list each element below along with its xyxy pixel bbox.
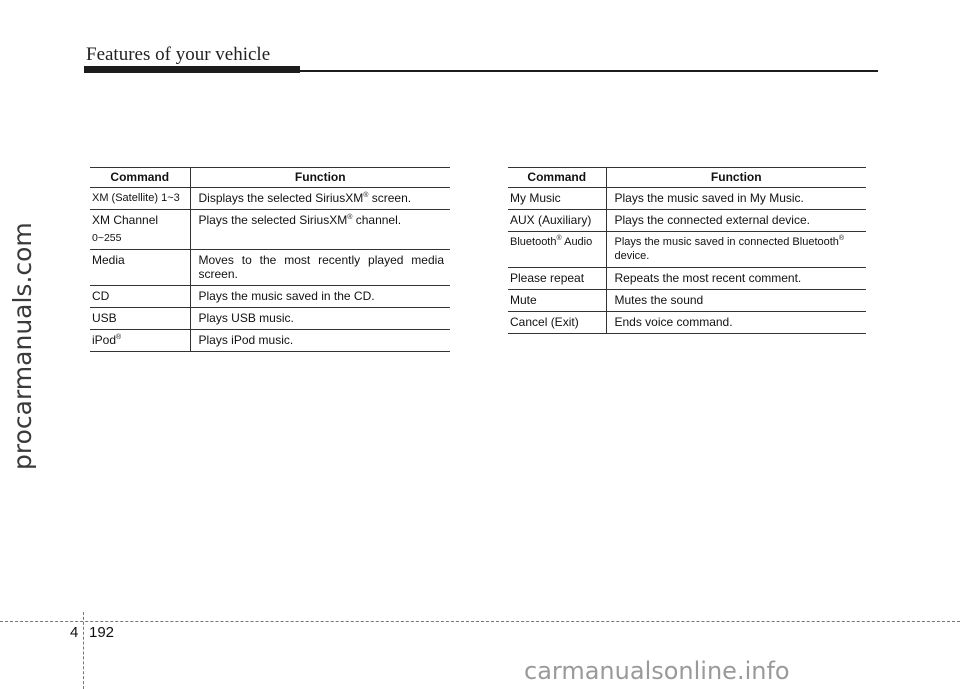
- table-row: [90, 330, 450, 352]
- function-cell: Repeats the most recent comment.: [606, 268, 866, 290]
- command-cell: AUX (Auxiliary): [508, 210, 606, 232]
- page-section-number: 4: [70, 624, 79, 641]
- table-row: [508, 290, 866, 312]
- bottom-watermark: carmanualsonline.info: [524, 657, 790, 685]
- function-cell: Mutes the sound: [606, 290, 866, 312]
- function-cell: Plays the selected SiriusXM® channel.: [190, 210, 450, 250]
- table-header-row: [90, 168, 450, 188]
- function-cell: Moves to the most recently played media screen.: [190, 250, 450, 286]
- footer-divider: [0, 621, 960, 622]
- column-header-function: Function: [190, 168, 450, 188]
- column-header-command: Command: [508, 168, 606, 188]
- table-row: [90, 188, 450, 210]
- command-cell: Please repeat: [508, 268, 606, 290]
- command-cell: Media: [90, 250, 190, 286]
- command-cell: XM Channel 0~255: [90, 210, 190, 250]
- voice-command-table-left: [90, 167, 450, 352]
- table-row: [90, 250, 450, 286]
- function-cell: Plays the music saved in My Music.: [606, 188, 866, 210]
- table-row: [90, 286, 450, 308]
- command-cell: Mute: [508, 290, 606, 312]
- side-watermark: procarmanuals.com: [8, 222, 37, 470]
- voice-command-table-right: [508, 167, 866, 334]
- command-cell: Cancel (Exit): [508, 312, 606, 334]
- page-number: 192: [89, 624, 115, 641]
- command-cell: My Music: [508, 188, 606, 210]
- command-cell: CD: [90, 286, 190, 308]
- function-cell: Plays the music saved in connected Bluetooth® device.: [606, 232, 866, 268]
- table-row: [508, 268, 866, 290]
- table-row: [90, 210, 450, 250]
- command-cell: iPod®: [90, 330, 190, 352]
- column-header-command: Command: [90, 168, 190, 188]
- function-cell: Plays USB music.: [190, 308, 450, 330]
- function-cell: Ends voice command.: [606, 312, 866, 334]
- function-cell: Plays the connected external device.: [606, 210, 866, 232]
- footer-page-divider: [83, 612, 84, 689]
- header-rule-thick: [84, 66, 300, 73]
- table-header-row: [508, 168, 866, 188]
- table-row: [508, 312, 866, 334]
- function-cell: Plays iPod music.: [190, 330, 450, 352]
- function-cell: Displays the selected SiriusXM® screen.: [190, 188, 450, 210]
- table-row: [508, 188, 866, 210]
- command-cell: XM (Satellite) 1~3: [90, 188, 190, 210]
- column-header-function: Function: [606, 168, 866, 188]
- page-header-title: Features of your vehicle: [86, 44, 271, 65]
- table-row: [508, 210, 866, 232]
- table-row: [508, 232, 866, 268]
- command-cell: Bluetooth® Audio: [508, 232, 606, 268]
- function-cell: Plays the music saved in the CD.: [190, 286, 450, 308]
- header-rule-thin: [300, 70, 878, 72]
- table-row: [90, 308, 450, 330]
- command-cell: USB: [90, 308, 190, 330]
